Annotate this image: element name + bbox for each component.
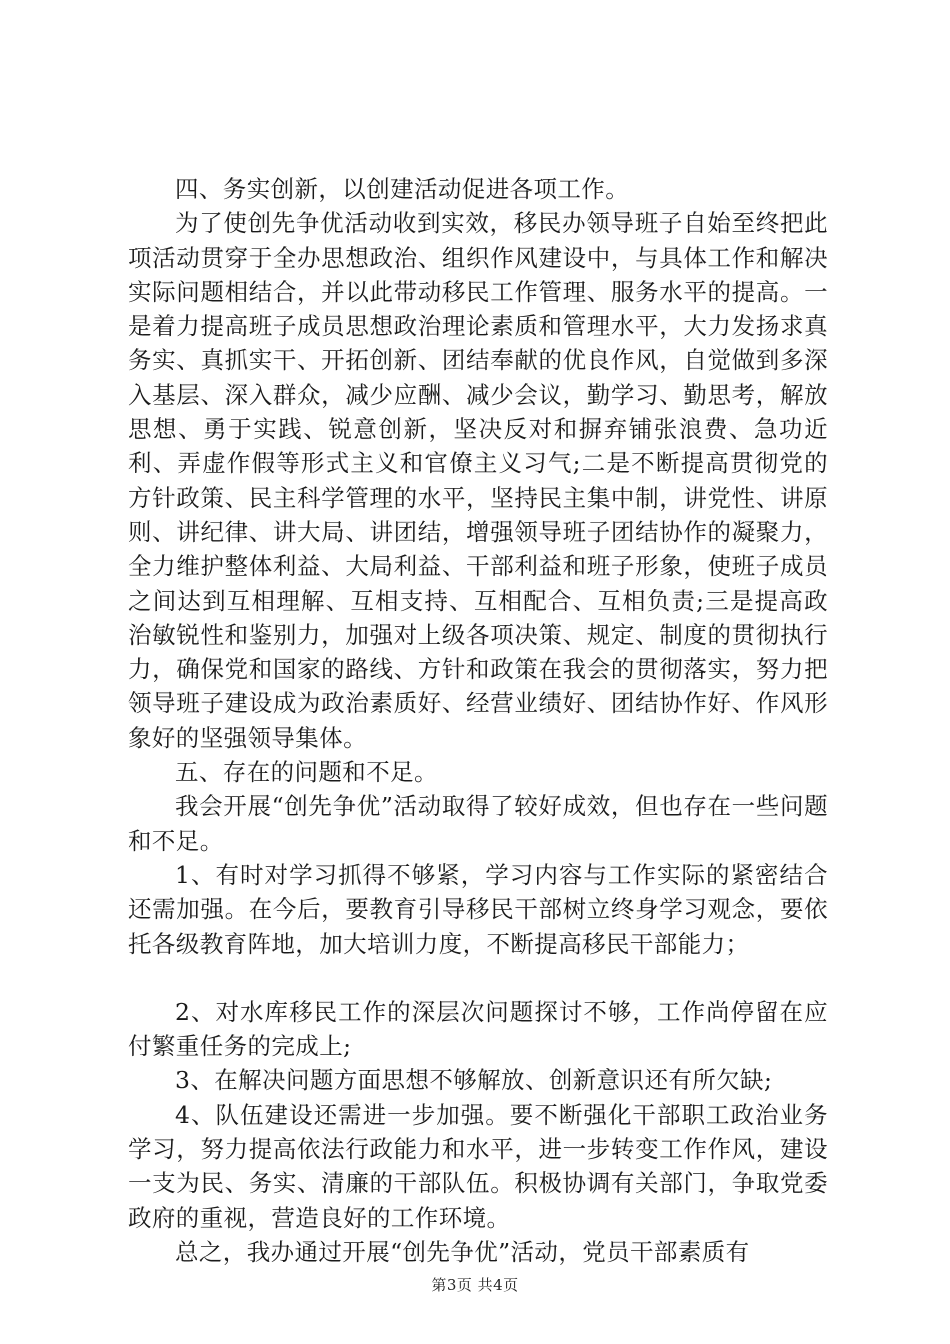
paragraph-problems-intro: 我会开展“创先争优”活动取得了较好成效，但也存在一些问题和不足。: [128, 792, 828, 855]
paragraph-innovation: 为了使创先争优活动收到实效，移民办领导班子自始至终把此项活动贯穿于全办思想政治、组织作风建设中，与具体工作和解决实际问题相结合，并以此带动移民工作管理、服务水平的提高。一是着力提高班子成员思想政治理论素质和管理水平，大力发扬求真务实、真抓实干、开拓创新、团结奉献的优良作风，自觉做到多深入基层、深入群众，减少应酬、减少会议，勤学习、勤思考，解放思想、勇于实践、锐意创新，坚决反对和摒弃铺张浪费、急功近利、弄虚作假等形式主义和官僚主义习气;二是不断提高贯彻党的方针政策、民主科学管理的水平，坚持民主集中制，讲党性、讲原则、讲纪律、讲大局、讲团结，增强领导班子团结协作的凝聚力，全力维护整体利益、大局利益、干部利益和班子形象，使班子成员之间达到互相理解、互相支持、互相配合、互相负责;三是提高政治敏锐性和鉴别力，加强对上级各项决策、规定、制度的贯彻执行力，确保党和国家的路线、方针和政策在我会的贯彻落实，努力把领导班子建设成为政治素质好、经营业绩好、团结协作好、作风形象好的坚强领导集体。: [128, 209, 828, 752]
list-item-problem-1: 1、有时对学习抓得不够紧，学习内容与工作实际的紧密结合还需加强。在今后，要教育引导移民干部树立终身学习观念，要依托各级教育阵地，加大培训力度，不断提高移民干部能力；: [128, 860, 828, 958]
page-number-footer: 第3页 共4页: [431, 1276, 519, 1294]
section-heading-5: 五、存在的问题和不足。: [175, 758, 438, 787]
list-item-problem-4: 4、队伍建设还需进一步加强。要不断强化干部职工政治业务学习，努力提高依法行政能力和水平，进一步转变工作作风，建设一支为民、务实、清廉的干部队伍。积极协调有关部门，争取党委政府的重视，营造良好的工作环境。: [128, 1100, 828, 1232]
paragraph-conclusion: 总之，我办通过开展“创先争优”活动，党员干部素质有: [175, 1237, 750, 1266]
list-item-problem-3: 3、在解决问题方面思想不够解放、创新意识还有所欠缺;: [175, 1066, 773, 1095]
document-body: [128, 172, 828, 1269]
list-item-problem-2: 2、对水库移民工作的深层次问题探讨不够，工作尚停留在应付繁重任务的完成上;: [128, 997, 828, 1061]
section-heading-4: 四、务实创新，以创建活动促进各项工作。: [175, 175, 630, 203]
